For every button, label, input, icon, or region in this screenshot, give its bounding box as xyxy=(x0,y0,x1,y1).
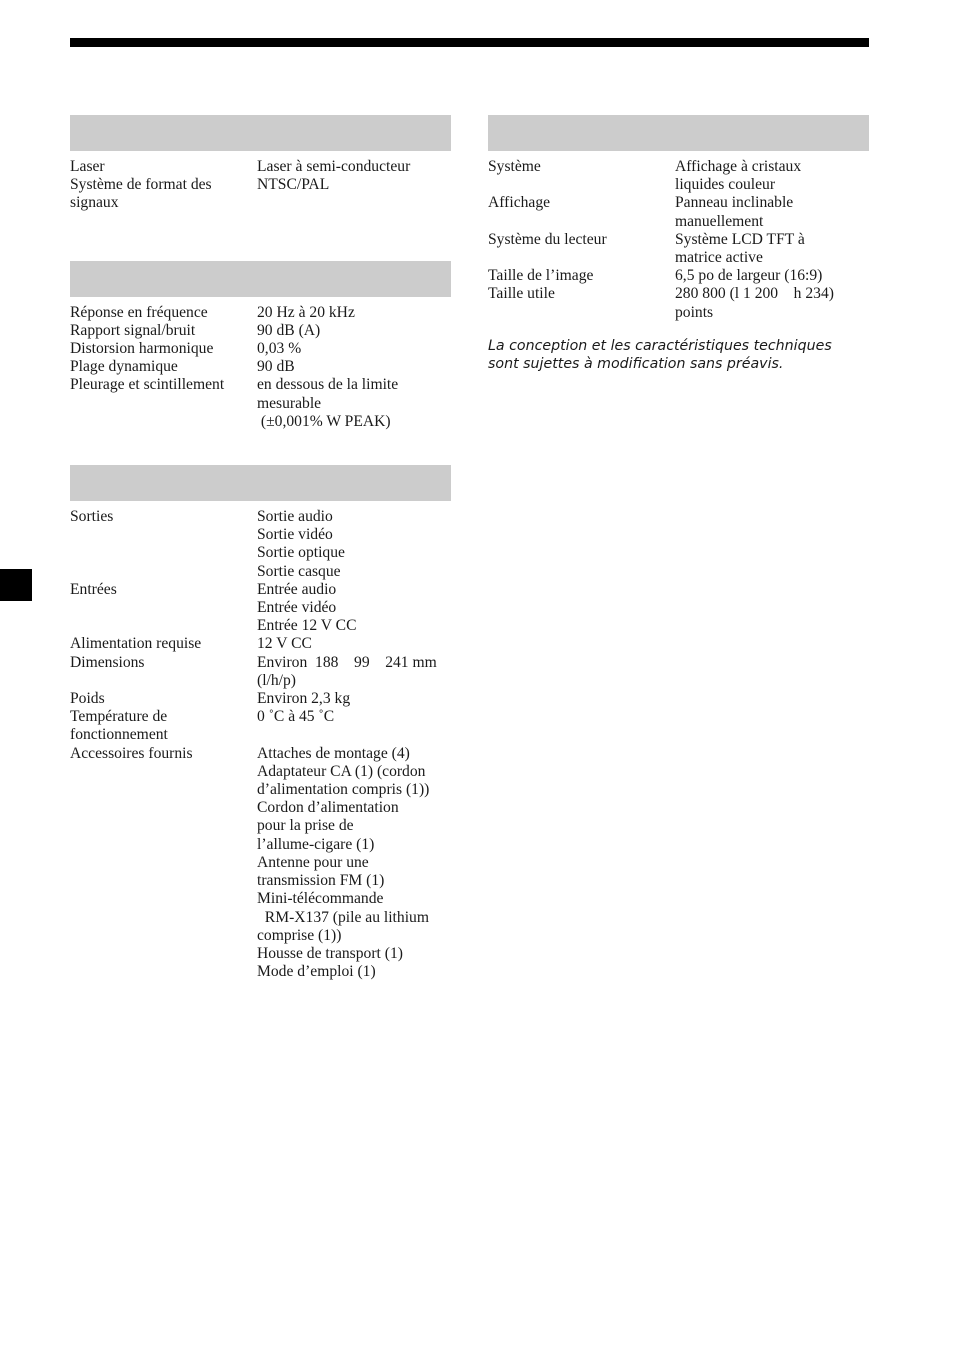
spec-section xyxy=(488,115,869,322)
spec-row xyxy=(70,340,451,358)
spec-row xyxy=(70,322,451,340)
spec-label xyxy=(70,176,257,212)
spec-row xyxy=(70,581,451,636)
spec-label xyxy=(70,745,257,982)
spec-row xyxy=(488,285,869,321)
section-header-bar xyxy=(70,115,451,151)
spec-value-line: Entrée audio xyxy=(257,580,337,598)
spec-row xyxy=(488,158,869,194)
spec-value-line: 20 Hz à 20 kHz xyxy=(257,303,355,321)
spec-label xyxy=(488,285,675,321)
spec-value xyxy=(257,176,451,212)
spec-section xyxy=(70,465,451,981)
spec-value xyxy=(257,635,451,653)
spec-value-line: Environ 188 99 241 mm xyxy=(257,653,437,671)
spec-label-line: Distorsion harmonique xyxy=(70,340,214,358)
spec-value-line: Entrée vidéo xyxy=(257,599,337,617)
spec-value-line: 0 ˚C à 45 ˚C xyxy=(257,708,335,726)
spec-value-line: Mini-télécommande xyxy=(257,890,384,908)
spec-value-line: Système LCD TFT à xyxy=(675,230,805,248)
spec-label xyxy=(70,708,257,744)
spec-label-line: Rapport signal/bruit xyxy=(70,321,196,339)
spec-row xyxy=(70,158,451,176)
spec-label xyxy=(70,304,257,322)
spec-value-line: Sortie optique xyxy=(257,544,345,562)
spec-row xyxy=(488,194,869,230)
spec-value xyxy=(257,581,451,636)
spec-value-line: Antenne pour une xyxy=(257,853,369,871)
spec-label xyxy=(488,158,675,194)
spec-value xyxy=(257,745,451,982)
spec-row xyxy=(70,176,451,212)
spec-label-line: fonctionnement xyxy=(70,726,168,744)
spec-value-line: Entrée 12 V CC xyxy=(257,617,357,635)
spec-value-line: 6,5 po de largeur (16:9) xyxy=(675,267,823,285)
top-rule xyxy=(70,38,869,47)
spec-row xyxy=(70,708,451,744)
spec-value-line: mesurable xyxy=(257,394,322,412)
spec-section xyxy=(70,115,451,213)
spec-value-line: liquides couleur xyxy=(675,176,776,194)
spec-label-line: Poids xyxy=(70,690,105,708)
spec-value xyxy=(257,304,451,322)
spec-label xyxy=(70,508,257,581)
spec-value-line: matrice active xyxy=(675,249,763,267)
right-column xyxy=(488,115,869,373)
spec-value-line: d’alimentation compris (1)) xyxy=(257,781,430,799)
spec-value xyxy=(257,322,451,340)
spec-label xyxy=(488,194,675,230)
section-header-bar xyxy=(488,115,869,151)
spec-value xyxy=(257,376,451,431)
spec-list xyxy=(70,297,451,431)
spec-value xyxy=(257,708,451,744)
spec-row xyxy=(488,267,869,285)
spec-label-line: Température de xyxy=(70,708,168,726)
spec-label-line: Système du lecteur xyxy=(488,230,607,248)
spec-label xyxy=(70,635,257,653)
section-header-bar xyxy=(70,465,451,501)
spec-value-line: 0,03 % xyxy=(257,340,302,358)
spec-label xyxy=(70,158,257,176)
spec-value-line: Affichage à cristaux xyxy=(675,158,802,175)
spec-label xyxy=(488,231,675,267)
spec-row xyxy=(70,358,451,376)
spec-value-line: Cordon d’alimentation xyxy=(257,799,399,817)
spec-label xyxy=(70,358,257,376)
spec-value-line: (±0,001% W PEAK) xyxy=(257,412,391,430)
spec-value-line: 90 dB xyxy=(257,358,295,376)
spec-value-line: Laser à semi-conducteur xyxy=(257,158,411,175)
spec-label xyxy=(488,267,675,285)
spec-value xyxy=(257,654,451,690)
spec-value-line: Housse de transport (1) xyxy=(257,944,403,962)
spec-value xyxy=(257,158,451,176)
spec-value-line: pour la prise de xyxy=(257,817,354,835)
spec-value xyxy=(257,340,451,358)
spec-value-line: NTSC/PAL xyxy=(257,176,330,194)
spec-value-line: Adaptateur CA (1) (cordon xyxy=(257,762,426,780)
spec-row xyxy=(70,376,451,431)
spec-value xyxy=(675,194,869,230)
spec-label-line: signaux xyxy=(70,194,119,212)
spec-value-line: Sortie casque xyxy=(257,562,341,580)
note-line: La conception et les caractéristiques techniques xyxy=(488,337,832,354)
right-sections xyxy=(488,115,869,322)
spec-label-line: Système xyxy=(488,158,541,175)
spec-label xyxy=(70,340,257,358)
spec-section xyxy=(70,261,451,431)
spec-value-line: 90 dB (A) xyxy=(257,321,321,339)
spec-label-line: Pleurage et scintillement xyxy=(70,376,225,394)
spec-label-line: Réponse en fréquence xyxy=(70,303,208,321)
spec-label-line: Taille utile xyxy=(488,285,555,303)
spec-row xyxy=(70,508,451,581)
spec-value-line: Sortie audio xyxy=(257,508,333,526)
spec-label-line: Dimensions xyxy=(70,653,145,671)
spec-value-line: Environ 2,3 kg xyxy=(257,690,351,708)
spec-value xyxy=(257,690,451,708)
spec-list xyxy=(488,151,869,322)
spec-label-line: Accessoires fournis xyxy=(70,744,193,762)
spec-value-line: transmission FM (1) xyxy=(257,872,385,890)
spec-value xyxy=(675,267,869,285)
spec-value xyxy=(257,508,451,581)
spec-label-line: Plage dynamique xyxy=(70,358,178,376)
spec-value xyxy=(675,231,869,267)
spec-row xyxy=(488,231,869,267)
spec-value-line: Sortie vidéo xyxy=(257,526,333,544)
left-column xyxy=(70,115,451,981)
spec-list xyxy=(70,151,451,213)
spec-label-line: Affichage xyxy=(488,194,551,212)
spec-value-line: manuellement xyxy=(675,212,764,230)
spec-label xyxy=(70,376,257,431)
spec-value-line: 280 800 (l 1 200 h 234) xyxy=(675,285,834,303)
spec-row xyxy=(70,635,451,653)
spec-row xyxy=(70,654,451,690)
spec-value-line: Mode d’emploi (1) xyxy=(257,963,376,981)
spec-value-line: (l/h/p) xyxy=(257,671,296,689)
spec-value xyxy=(675,158,869,194)
spec-label xyxy=(70,690,257,708)
spec-value-line: 12 V CC xyxy=(257,635,312,653)
spec-value-line: Panneau inclinable xyxy=(675,194,794,212)
spec-value-line: Attaches de montage (4) xyxy=(257,744,410,762)
spec-value xyxy=(257,358,451,376)
spec-label-line: Alimentation requise xyxy=(70,635,202,653)
spec-label-line: Taille de l’image xyxy=(488,267,594,285)
spec-value-line: points xyxy=(675,303,714,321)
spec-label-line: Système de format des xyxy=(70,176,212,194)
note-line: sont sujettes à modification sans préavis. xyxy=(488,355,784,372)
spec-label-line: Laser xyxy=(70,158,105,175)
spec-value-line: en dessous de la limite xyxy=(257,376,399,394)
spec-row xyxy=(70,745,451,982)
spec-label-line: Entrées xyxy=(70,580,117,598)
spec-label xyxy=(70,322,257,340)
side-tab-marker xyxy=(0,569,32,601)
spec-list xyxy=(70,501,451,981)
section-header-bar xyxy=(70,261,451,297)
spec-label xyxy=(70,581,257,636)
spec-label-line: Sorties xyxy=(70,508,114,526)
spec-label xyxy=(70,654,257,690)
spec-row xyxy=(70,304,451,322)
disclaimer-note xyxy=(488,337,869,373)
spec-value-line: l’allume-cigare (1) xyxy=(257,835,375,853)
spec-row xyxy=(70,690,451,708)
spec-value-line: RM-X137 (pile au lithium xyxy=(257,908,429,926)
spec-value xyxy=(675,285,869,321)
spec-value-line: comprise (1)) xyxy=(257,926,342,944)
